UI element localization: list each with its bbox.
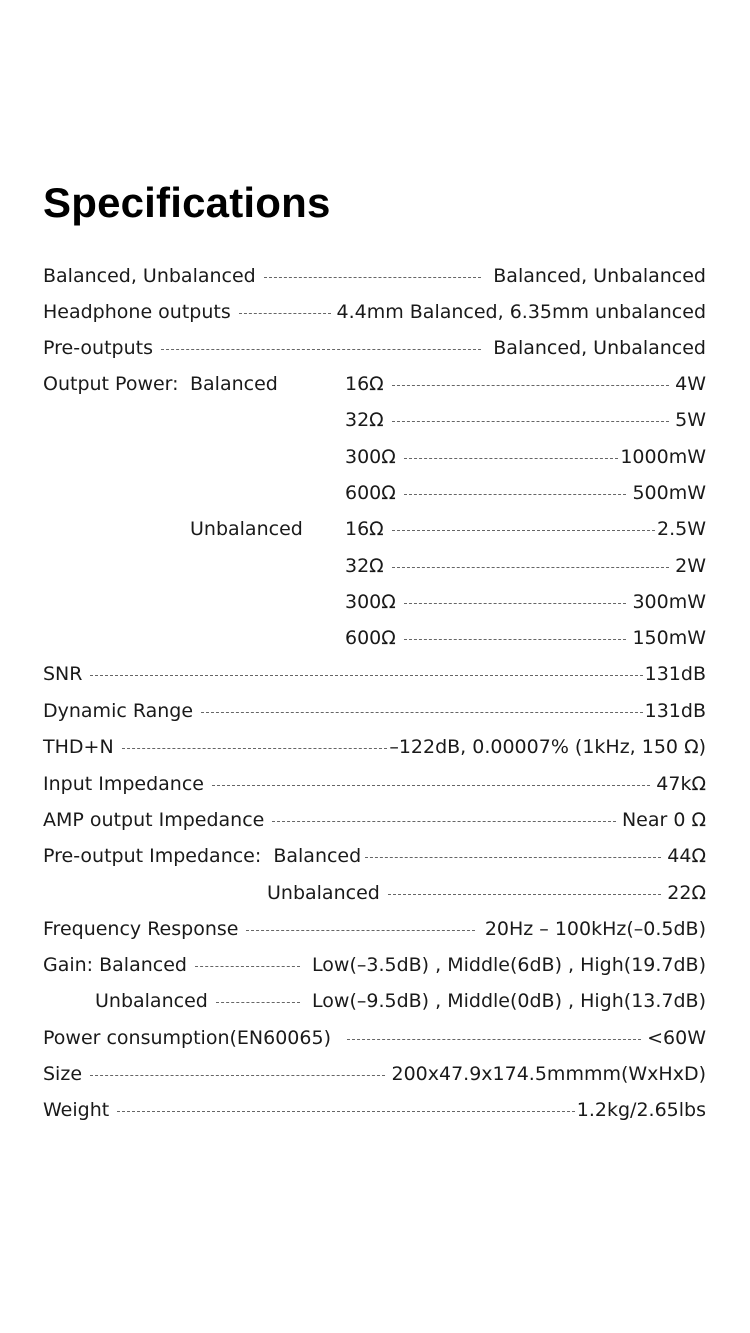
spec-value: 131dB bbox=[644, 663, 706, 685]
leader-dots bbox=[392, 530, 655, 531]
spec-value: 22Ω bbox=[667, 882, 706, 904]
spec-row-pre-output-impedance-unbalanced bbox=[267, 875, 706, 911]
spec-value: 1.2kg/2.65lbs bbox=[576, 1099, 706, 1121]
spec-label: Headphone outputs bbox=[43, 301, 231, 323]
leader-dots bbox=[272, 821, 616, 822]
leader-dots bbox=[404, 639, 627, 640]
spec-row-balanced-16 bbox=[345, 366, 706, 402]
spec-label: Pre-output Impedance: Balanced bbox=[43, 845, 362, 867]
spec-value: Low(–9.5dB) , Middle(0dB) , High(13.7dB) bbox=[312, 990, 706, 1012]
leader-dots bbox=[365, 857, 661, 858]
spec-row-balanced-300 bbox=[345, 439, 706, 475]
spec-row-balanced-32 bbox=[345, 402, 706, 438]
spec-value: 2W bbox=[675, 555, 706, 577]
spec-row-pre-output-impedance-balanced bbox=[43, 838, 706, 874]
spec-value: 20Hz – 100kHz(–0.5dB) bbox=[484, 918, 706, 940]
leader-dots bbox=[117, 1111, 575, 1112]
spec-row-thd-n bbox=[43, 729, 706, 765]
spec-label: Balanced bbox=[190, 373, 278, 395]
spec-row-headphone-outputs bbox=[43, 294, 706, 330]
impedance-label: 600Ω bbox=[345, 482, 396, 504]
spec-value: –122dB, 0.00007% (1kHz, 150 Ω) bbox=[389, 736, 706, 758]
spec-value: 2.5W bbox=[656, 518, 706, 540]
spec-value: 131dB bbox=[644, 700, 706, 722]
spec-label: Size bbox=[43, 1063, 83, 1085]
page-title: Specifications bbox=[43, 179, 331, 226]
spec-row-unbalanced-300 bbox=[345, 584, 706, 620]
spec-row-amp-output-impedance bbox=[43, 802, 706, 838]
spec-value: Low(–3.5dB) , Middle(6dB) , High(19.7dB) bbox=[312, 954, 706, 976]
leader-dots bbox=[264, 277, 482, 278]
impedance-label: 300Ω bbox=[345, 591, 396, 613]
spec-row-weight bbox=[43, 1092, 706, 1128]
spec-label: Input Impedance bbox=[43, 773, 204, 795]
spec-value: 44Ω bbox=[667, 845, 706, 867]
spec-row-io bbox=[43, 258, 706, 294]
spec-value: Balanced, Unbalanced bbox=[493, 337, 706, 359]
leader-dots bbox=[212, 785, 650, 786]
spec-row-gain-balanced bbox=[43, 947, 706, 983]
spec-row-power-consumption bbox=[43, 1020, 706, 1056]
spec-label: Balanced, Unbalanced bbox=[43, 265, 256, 287]
leader-dots bbox=[392, 421, 669, 422]
spec-value: 4W bbox=[675, 373, 706, 395]
spec-row-unbalanced-32 bbox=[345, 548, 706, 584]
impedance-label: 32Ω bbox=[345, 409, 384, 431]
leader-dots bbox=[122, 748, 388, 749]
spec-label: Pre-outputs bbox=[43, 337, 153, 359]
leader-dots bbox=[201, 712, 643, 713]
spec-value: Near 0 Ω bbox=[621, 809, 706, 831]
spec-label: SNR bbox=[43, 663, 83, 685]
spec-value: Balanced, Unbalanced bbox=[493, 265, 706, 287]
leader-dots bbox=[392, 567, 669, 568]
leader-dots bbox=[90, 675, 642, 676]
leader-dots bbox=[246, 930, 474, 931]
output-power-balanced-label bbox=[190, 366, 278, 402]
impedance-label: 600Ω bbox=[345, 627, 396, 649]
spec-label: Weight bbox=[43, 1099, 110, 1121]
leader-dots bbox=[90, 1075, 385, 1076]
spec-row-input-impedance bbox=[43, 766, 706, 802]
spec-value: 300mW bbox=[632, 591, 706, 613]
spec-row-snr bbox=[43, 656, 706, 692]
spec-value: <60W bbox=[647, 1027, 706, 1049]
spec-label: Gain: Balanced bbox=[43, 954, 187, 976]
leader-dots bbox=[388, 894, 661, 895]
spec-value: 4.4mm Balanced, 6.35mm unbalanced bbox=[336, 301, 706, 323]
leader-dots bbox=[404, 458, 619, 459]
spec-row-frequency-response bbox=[43, 911, 706, 947]
spec-value: 47kΩ bbox=[656, 773, 706, 795]
leader-dots bbox=[216, 1002, 300, 1003]
leader-dots bbox=[404, 494, 627, 495]
spec-label: AMP output Impedance bbox=[43, 809, 265, 831]
leader-dots bbox=[195, 966, 300, 967]
spec-label: Unbalanced bbox=[190, 518, 303, 540]
spec-label: Power consumption(EN60065) bbox=[43, 1027, 331, 1049]
spec-row-pre-outputs bbox=[43, 330, 706, 366]
leader-dots bbox=[404, 603, 627, 604]
spec-row-unbalanced-16 bbox=[345, 511, 706, 547]
impedance-label: 32Ω bbox=[345, 555, 384, 577]
leader-dots bbox=[239, 313, 331, 314]
spec-row-dynamic-range bbox=[43, 693, 706, 729]
spec-label: Unbalanced bbox=[267, 882, 380, 904]
leader-dots bbox=[347, 1039, 641, 1040]
spec-value: 5W bbox=[675, 409, 706, 431]
spec-row-size bbox=[43, 1056, 706, 1092]
spec-row-gain-unbalanced bbox=[95, 983, 706, 1019]
leader-dots bbox=[392, 385, 669, 386]
spec-value: 150mW bbox=[632, 627, 706, 649]
spec-value: 1000mW bbox=[620, 446, 706, 468]
spec-label: Frequency Response bbox=[43, 918, 239, 940]
spec-label: Unbalanced bbox=[95, 990, 208, 1012]
impedance-label: 16Ω bbox=[345, 518, 384, 540]
impedance-label: 16Ω bbox=[345, 373, 384, 395]
output-power-label bbox=[43, 366, 179, 402]
spec-value: 500mW bbox=[632, 482, 706, 504]
spec-value: 200x47.9x174.5mmmm(WxHxD) bbox=[391, 1063, 706, 1085]
leader-dots bbox=[161, 349, 481, 350]
spec-label: Dynamic Range bbox=[43, 700, 194, 722]
spec-row-unbalanced-600 bbox=[345, 620, 706, 656]
impedance-label: 300Ω bbox=[345, 446, 396, 468]
spec-row-balanced-600 bbox=[345, 475, 706, 511]
spec-label: THD+N bbox=[43, 736, 114, 758]
spec-label: Output Power: bbox=[43, 373, 179, 395]
output-power-unbalanced-label bbox=[190, 511, 303, 547]
